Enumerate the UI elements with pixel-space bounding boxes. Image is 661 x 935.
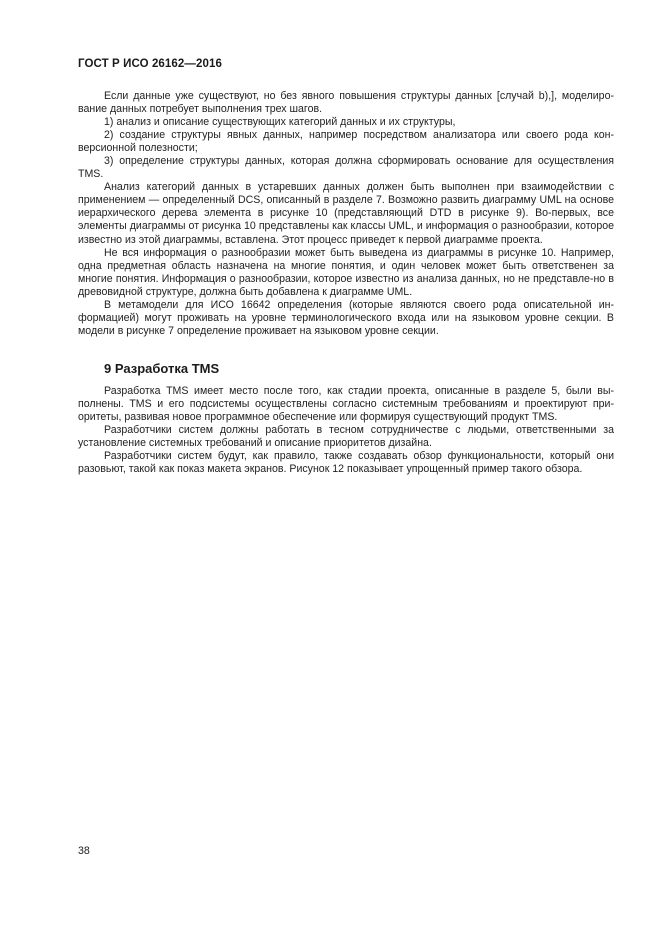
paragraph: В метамодели для ИСО 16642 определения (которые являются своего рода описательной ин-формацией) могут проживать на уровне терминологического входа или на языковом уровне секции. В модели в рисунке 7 определение проживает на языковом уровне секции. [78,298,614,337]
paragraph: Если данные уже существуют, но без явного повышения структуры данных [случай b),], моделиро-вание данных потребует выполнения трех шагов. [78,90,614,116]
paragraph: 1) анализ и описание существующих категорий данных и их структуры, [104,116,456,129]
paragraph: 2) создание структуры явных данных, например посредством анализатора или своего рода кон-версионной полезности; [78,129,614,155]
paragraph: Разработка TMS имеет место после того, как стадии проекта, описанные в разделе 5, были вы-полнены. TMS и его подсистемы осуществлены согласно системным требованиям и проектируют при-оритеты, развивая новое программное обеспечение или формируя существующий продукт TMS. [78,385,614,424]
section-heading: 9 Разработка TMS [104,361,220,376]
paragraph: 3) определение структуры данных, которая должна сформировать основание для осуществления TMS. [78,155,614,181]
paragraph: Разработчики систем будут, как правило, также создавать обзор функциональности, который они разовьют, такой как показ макета экранов. Рисунок 12 показывает упрощенный пример такого обзора. [78,450,614,476]
paragraph: Не вся информация о разнообразии может быть выведена из диаграммы в рисунке 10. Например, одна предметная область назначена на многие понятия, и один человек может быть ответственен за многие понятия. Информация о разнообразии, которое известно из анализа данных, но не представле-но в древовидной структуре, должна быть добавлена к диаграмме UML. [78,246,614,298]
section-body [78,385,614,476]
page-header-standard: ГОСТ Р ИСО 26162—2016 [78,58,223,70]
body-text [78,90,614,338]
paragraph: Анализ категорий данных в устаревших данных должен быть выполнен при взаимодействии с применением — определенный DCS, описанный в разделе 7. Возможно развить диаграмму UML на основе иерархического дерева элемента в рисунке 10 (представляющий DTD в рисунке 9). Во-первых, все элементы диаграммы от рисунка 10 представлены как классы UML, и информация о разнообразии, которое известно из этой диаграммы, вставлена. Этот процесс приведет к первой диаграмме проекта. [78,181,614,246]
page-number: 38 [78,845,90,857]
paragraph: Разработчики систем должны работать в тесном сотрудничестве с людьми, ответственными за установление системных требований и описание приоритетов дизайна. [78,424,614,450]
